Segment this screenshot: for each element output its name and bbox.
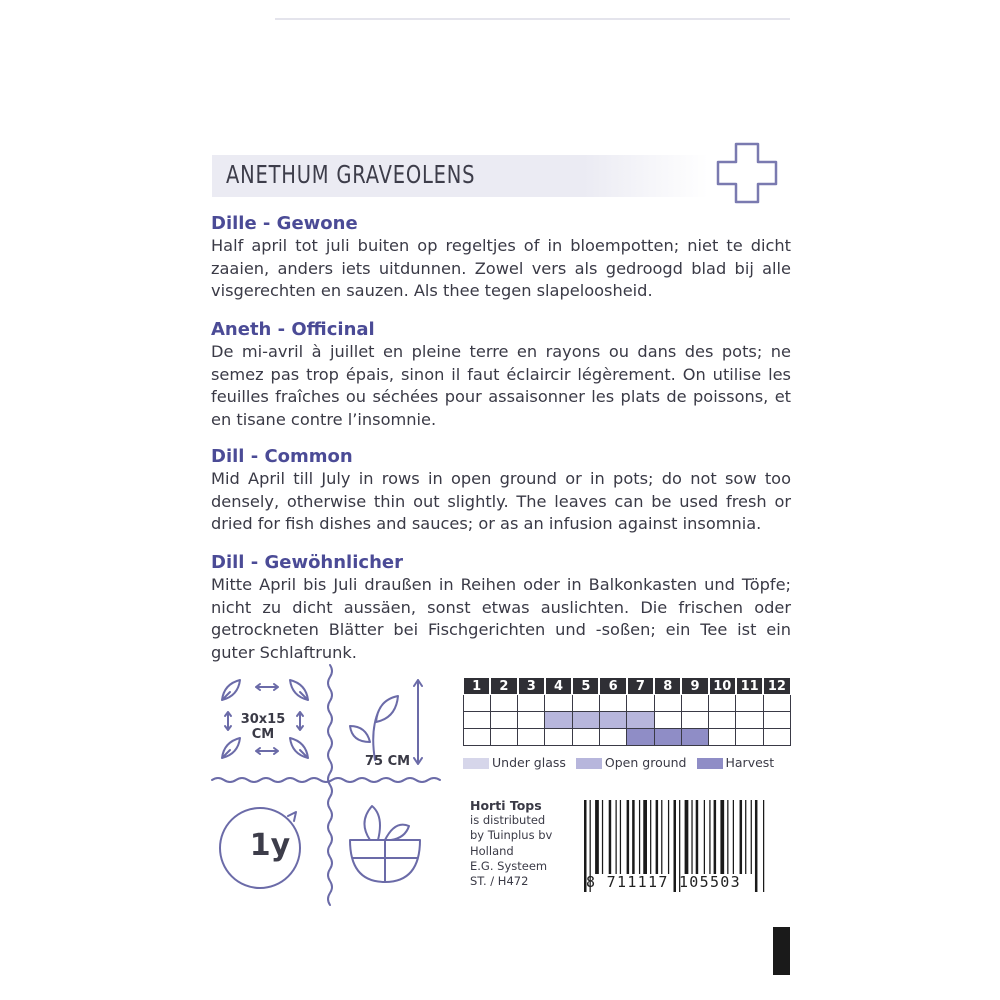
month-cell: 7 bbox=[627, 678, 654, 695]
top-divider bbox=[275, 18, 790, 20]
calendar-cell bbox=[627, 729, 654, 746]
month-cell: 1 bbox=[464, 678, 491, 695]
barcode-bar bbox=[720, 800, 724, 874]
calendar-cell bbox=[627, 695, 654, 712]
calendar-cell bbox=[654, 695, 681, 712]
leaf-icon bbox=[222, 680, 240, 700]
barcode-bar bbox=[627, 800, 630, 874]
barcode-bar bbox=[751, 800, 752, 874]
distributor-line: by Tuinplus bv bbox=[470, 828, 553, 843]
barcode-bar bbox=[656, 800, 659, 874]
calendar-cell bbox=[572, 695, 599, 712]
leaf-icon bbox=[290, 680, 308, 700]
legend-item bbox=[576, 755, 687, 770]
calendar-cell bbox=[464, 695, 491, 712]
barcode-bar bbox=[609, 800, 612, 874]
calendar-cell bbox=[599, 695, 626, 712]
bowl-icon bbox=[350, 840, 420, 882]
barcode-bar bbox=[709, 800, 710, 874]
legend-label: Under glass bbox=[492, 755, 566, 770]
calendar-cell bbox=[736, 695, 763, 712]
calendar-cell bbox=[763, 712, 790, 729]
barcode-bar bbox=[740, 800, 743, 874]
barcode-bar bbox=[595, 800, 599, 874]
spacing-label bbox=[240, 712, 286, 742]
calendar-cell bbox=[572, 712, 599, 729]
section-title: Aneth - Officinal bbox=[211, 319, 375, 340]
legend-label: Harvest bbox=[725, 755, 775, 770]
plant-icon bbox=[350, 696, 398, 760]
brand-name: Horti Tops bbox=[470, 798, 542, 813]
calendar-cell bbox=[490, 695, 517, 712]
calendar-cell bbox=[763, 695, 790, 712]
calendar-cell bbox=[709, 729, 736, 746]
section-text: De mi-avril à juillet en pleine terre en rayons ou dans des pots; ne semez pas trop épais, sinon il faut éclaircir légèrement. On utilise les feuilles fraîches ou séchées pour assaisonner les plats de poissons, et en tisane contre l’insomnie. bbox=[211, 342, 791, 429]
lifecycle-label: 1y bbox=[249, 828, 291, 863]
barcode-number: 8 711117 105503 bbox=[586, 873, 741, 891]
section-german bbox=[211, 552, 791, 664]
sowing-calendar bbox=[463, 677, 792, 746]
section-text: Half april tot juli buiten op regeltjes of in bloempotten; niet te dicht zaaien, anders iets uitdunnen. Zowel vers als gedroogd blad bij alle visgerechten en sauzen. Als thee tegen slapeloosheid. bbox=[211, 236, 791, 300]
barcode-bar bbox=[643, 800, 647, 874]
distributor-info bbox=[470, 798, 552, 889]
height-label: 75 CM bbox=[365, 754, 411, 769]
latin-name: ANETHUM GRAVEOLENS bbox=[226, 160, 476, 189]
calendar-cell bbox=[599, 729, 626, 746]
barcode-bar bbox=[639, 800, 640, 874]
calendar-cell bbox=[681, 729, 708, 746]
distributor-line: ST. / H472 bbox=[470, 874, 529, 889]
barcode-bar bbox=[602, 800, 603, 874]
calendar-cell bbox=[545, 729, 572, 746]
barcode-bar bbox=[763, 800, 764, 892]
distributor-line: E.G. Systeem bbox=[470, 858, 548, 873]
barcode-bar bbox=[620, 800, 621, 874]
legend-label: Open ground bbox=[604, 755, 687, 770]
section-title: Dill - Common bbox=[211, 446, 353, 467]
calendar-cell bbox=[709, 712, 736, 729]
month-cell: 3 bbox=[518, 678, 545, 695]
barcode-bar bbox=[745, 800, 746, 874]
month-header-row bbox=[464, 678, 791, 695]
leaf-icon bbox=[222, 738, 240, 758]
calendar-cell bbox=[654, 729, 681, 746]
barcode-bar bbox=[650, 800, 651, 874]
calendar-cell bbox=[599, 712, 626, 729]
calendar-cell bbox=[763, 729, 790, 746]
calendar-row-open-ground bbox=[464, 712, 791, 729]
barcode-bar bbox=[696, 800, 699, 874]
calendar-cell bbox=[736, 729, 763, 746]
month-cell: 2 bbox=[490, 678, 517, 695]
barcode-bar bbox=[704, 800, 705, 874]
barcode-bar bbox=[691, 800, 692, 874]
spacing-value: 30x15 bbox=[240, 712, 286, 727]
calendar-cell bbox=[681, 695, 708, 712]
legend-item bbox=[463, 755, 566, 770]
month-cell: 5 bbox=[572, 678, 599, 695]
month-cell: 11 bbox=[736, 678, 763, 695]
calendar-cell bbox=[681, 712, 708, 729]
calendar-cell bbox=[545, 712, 572, 729]
distributor-line: is distributed bbox=[470, 813, 546, 828]
month-cell: 9 bbox=[681, 678, 708, 695]
calendar-cell bbox=[572, 729, 599, 746]
growing-icons-panel bbox=[210, 660, 450, 910]
month-cell: 12 bbox=[763, 678, 790, 695]
barcode-bar bbox=[755, 800, 758, 892]
calendar-cell bbox=[518, 729, 545, 746]
section-title: Dille - Gewone bbox=[211, 213, 358, 234]
calendar-cell bbox=[518, 695, 545, 712]
spacing-unit: CM bbox=[251, 727, 275, 742]
calendar-legend bbox=[463, 755, 774, 770]
barcode-bar bbox=[632, 800, 635, 874]
barcode-bar bbox=[714, 800, 717, 874]
section-french bbox=[211, 319, 791, 431]
calendar-row-harvest bbox=[464, 729, 791, 746]
month-cell: 4 bbox=[545, 678, 572, 695]
calendar-cell bbox=[736, 712, 763, 729]
barcode-bar bbox=[616, 800, 617, 874]
section-text: Mid April till July in rows in open ground or in pots; do not sow too densely, otherwise thin out slightly. The leaves can be used fresh or dried for fish dishes and sauces; or as an infusion against insomnia. bbox=[211, 469, 791, 533]
barcode-bar bbox=[668, 800, 669, 874]
barcode-bar bbox=[661, 800, 662, 874]
month-cell: 10 bbox=[709, 678, 736, 695]
calendar-cell bbox=[464, 712, 491, 729]
barcode-bar bbox=[685, 800, 689, 874]
calendar-cell bbox=[545, 695, 572, 712]
leaf-icon bbox=[290, 738, 308, 758]
distributor-line: Holland bbox=[470, 843, 514, 858]
calendar-cell bbox=[627, 712, 654, 729]
calendar-cell bbox=[490, 729, 517, 746]
legend-item bbox=[697, 755, 775, 770]
section-title: Dill - Gewöhnlicher bbox=[211, 552, 403, 573]
plus-cross-icon bbox=[714, 140, 780, 206]
section-english bbox=[211, 446, 791, 536]
barcode-bar bbox=[733, 800, 734, 874]
calendar-cell bbox=[709, 695, 736, 712]
month-cell: 8 bbox=[654, 678, 681, 695]
calendar-cell bbox=[518, 712, 545, 729]
section-dutch bbox=[211, 213, 791, 303]
month-cell: 6 bbox=[599, 678, 626, 695]
barcode-bar bbox=[727, 800, 728, 874]
black-marker-bar bbox=[773, 927, 790, 975]
calendar-cell bbox=[490, 712, 517, 729]
section-text: Mitte April bis Juli draußen in Reihen oder in Balkonkasten und Töpfe; nicht zu dicht aussäen, sonst etwas auslichten. Die frischen oder getrockneten Blätter bei Fischgerichten und -soßen; ein Tee ist ein guter Schlaftrunk. bbox=[211, 575, 791, 662]
calendar-cell bbox=[654, 712, 681, 729]
calendar-cell bbox=[464, 729, 491, 746]
calendar-row-under-glass bbox=[464, 695, 791, 712]
